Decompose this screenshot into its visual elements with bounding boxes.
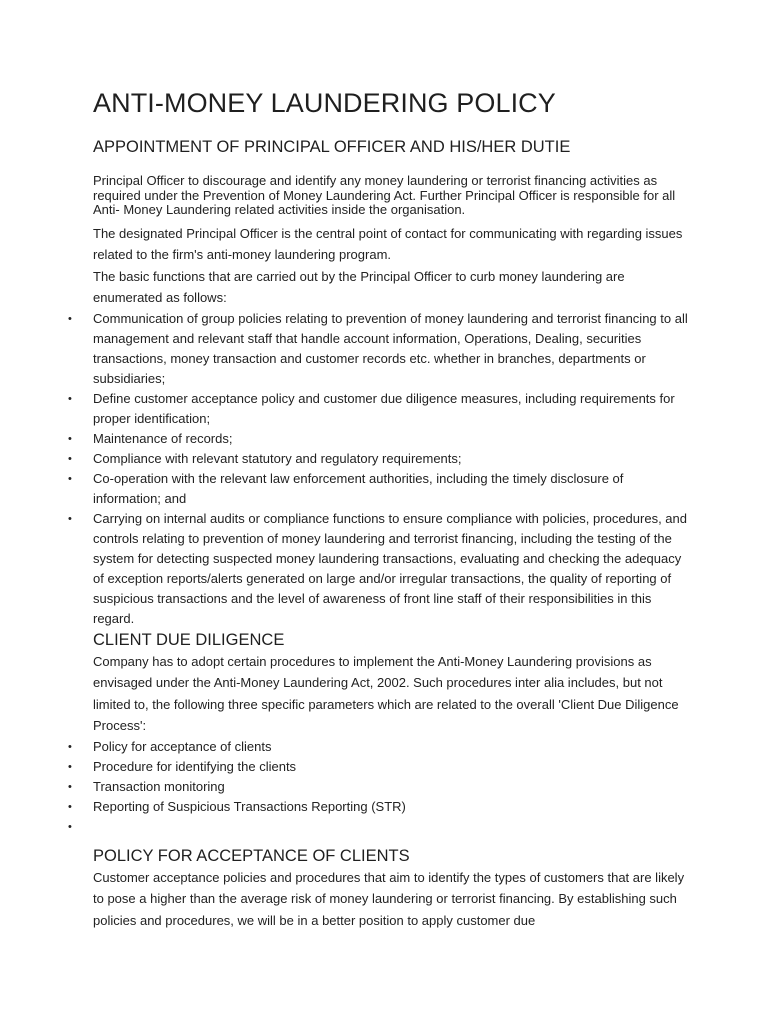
acceptance-policy-paragraph: Customer acceptance policies and procedures that aim to identify the types of customers that are likely to pose a higher than the average risk of money laundering or terrorist financing. By establishing such policies and procedures, we will be in a better position to apply customer due [93, 869, 685, 928]
list-item: • Carrying on internal audits or compliance functions to ensure compliance with policies, procedures, and controls relating to prevention of money laundering and terrorist financing, including the testing of the system for detecting suspected money laundering transactions, evaluating and checking the adequacy of exception reports/alerts generated on large and/or irregular transactions, the quality of reporting of suspicious transactions and the level of awareness of front line staff of their responsibilities in this regard. [68, 510, 687, 626]
principal-officer-functions-paragraph: The basic functions that are carried out by the Principal Officer to curb money laundering are enumerated as follows: [93, 268, 625, 305]
list-item: • Maintenance of records; [93, 429, 688, 449]
list-item: • Transaction monitoring [93, 777, 688, 797]
list-item: • Compliance with relevant statutory and regulatory requirements; [93, 449, 688, 469]
bullet-icon: • [68, 432, 72, 445]
bullet-icon: • [68, 512, 72, 525]
list-item: • Co-operation with the relevant law enforcement authorities, including the timely disclosure of information; and [68, 470, 624, 506]
bullet-icon: • [68, 312, 72, 325]
list-item: • Reporting of Suspicious Transactions Reporting (STR) [93, 797, 688, 817]
list-item: • Procedure for identifying the clients [93, 757, 688, 777]
appointment-intro-paragraph: Principal Officer to discourage and identify any money laundering or terrorist financing activities as required under the Prevention of Money Laundering Act. Further Principal Officer is responsible for all Anti- Money Laundering related activities inside the organisation. [93, 173, 676, 217]
client-due-diligence-paragraph: Company has to adopt certain procedures to implement the Anti-Money Laundering provisions as envisaged under the Anti-Money Laundering Act, 2002. Such procedures inter alia includes, but not limited to, the following three specific parameters which are related to the overall 'Client Due Diligence Process': [93, 653, 679, 733]
document-title: ANTI-MONEY LAUNDERING POLICY [93, 88, 556, 118]
section-heading-acceptance-of-clients: POLICY FOR ACCEPTANCE OF CLIENTS [93, 846, 410, 865]
bullet-icon: • [68, 452, 72, 465]
list-item: • Define customer acceptance policy and customer due diligence measures, including requirements for proper identification; [68, 390, 675, 426]
list-item [68, 817, 688, 837]
due-diligence-parameters-list [68, 737, 688, 837]
bullet-icon: • [68, 780, 72, 793]
list-item: • Communication of group policies relating to prevention of money laundering and terrorist financing to all management and relevant staff that handle account information, Operations, Dealing, securities transactions, money transaction and customer records etc. whether in branches, departments or subsidiaries; [68, 310, 688, 386]
section-heading-client-due-diligence: CLIENT DUE DILIGENCE [93, 630, 285, 649]
bullet-icon: • [68, 820, 72, 833]
list-item: • Policy for acceptance of clients [93, 737, 688, 757]
bullet-icon: • [68, 760, 72, 773]
principal-officer-contact-paragraph: The designated Principal Officer is the central point of contact for communicating with regarding issues related to the firm's anti-money laundering program. [93, 225, 683, 262]
bullet-icon: • [68, 800, 72, 813]
bullet-icon: • [68, 740, 72, 753]
bullet-icon: • [68, 392, 72, 405]
document-page [68, 84, 688, 931]
principal-officer-functions-list [68, 309, 688, 629]
bullet-icon: • [68, 472, 72, 485]
section-heading-appointment: APPOINTMENT OF PRINCIPAL OFFICER AND HIS/HER DUTIE [93, 138, 571, 156]
